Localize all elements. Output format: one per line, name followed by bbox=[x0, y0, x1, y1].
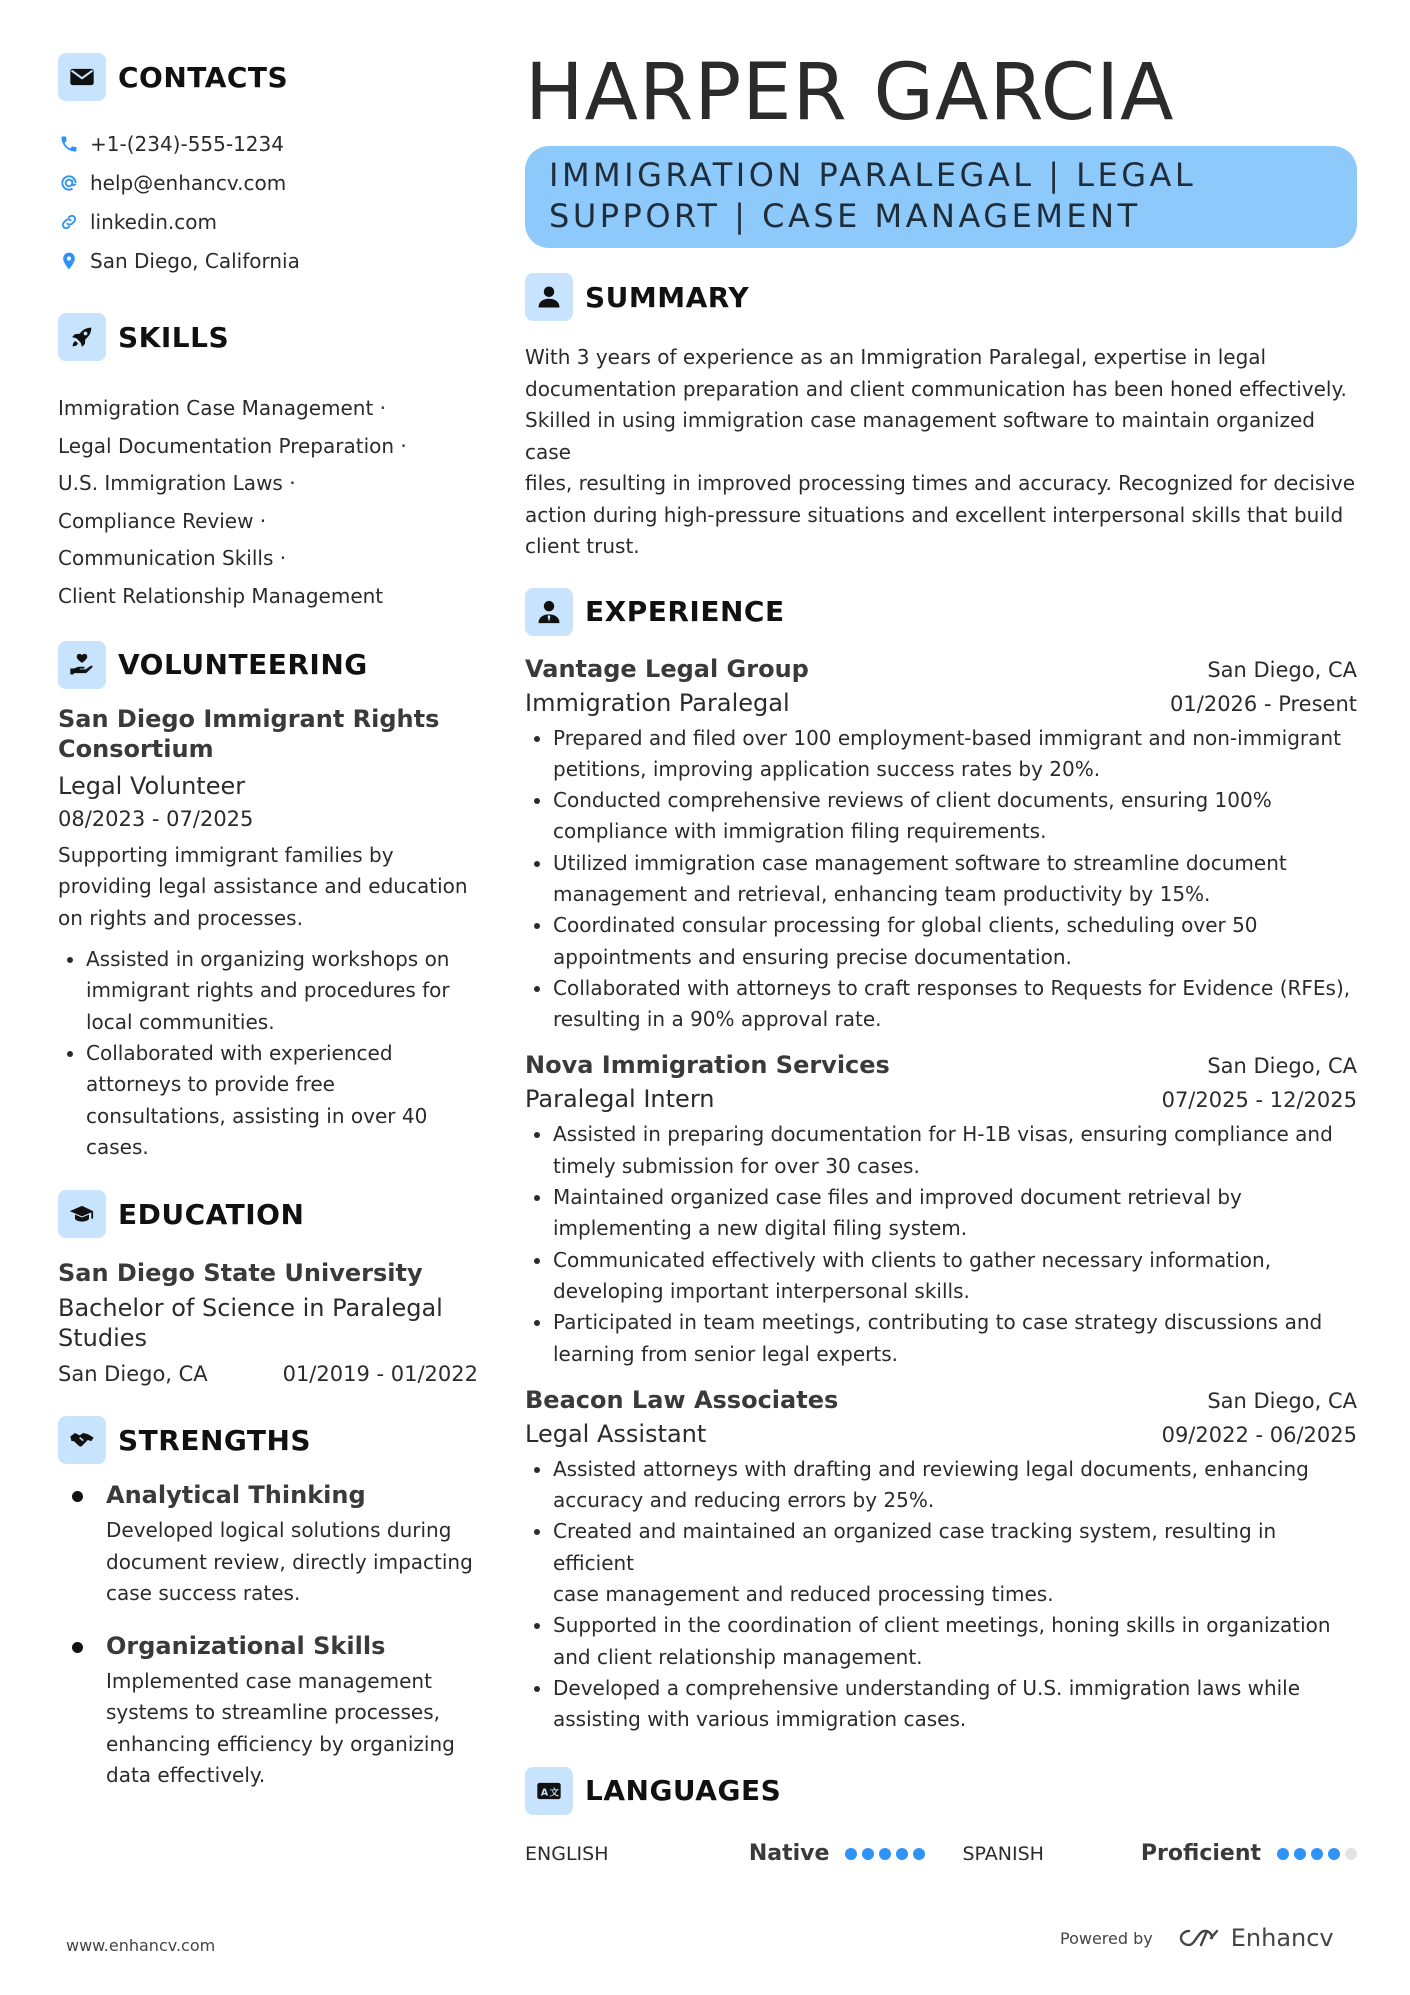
experience-entry bbox=[525, 1384, 1357, 1736]
language-rating bbox=[1277, 1848, 1357, 1860]
rating-dot-filled bbox=[862, 1848, 874, 1860]
description-line: providing legal assistance and education bbox=[58, 874, 468, 899]
handshake-icon bbox=[58, 1416, 106, 1464]
summary-text bbox=[525, 342, 1357, 563]
bullet-line: compliance with immigration filing requirements. bbox=[553, 819, 1047, 844]
language-name: SPANISH bbox=[962, 1842, 1044, 1865]
job-date: 07/2025 - 12/2025 bbox=[1161, 1088, 1357, 1113]
bullet-item bbox=[525, 1673, 1357, 1736]
job-title-banner bbox=[525, 146, 1357, 248]
languages-list bbox=[525, 1836, 1357, 1872]
volunteer-organization-line: Consortium bbox=[58, 734, 214, 763]
bullet-item bbox=[525, 1516, 1357, 1610]
bullet-line: attorneys to provide free bbox=[86, 1072, 335, 1097]
summary-line: With 3 years of experience as an Immigration Paralegal, expertise in legal bbox=[525, 345, 1267, 369]
summary-line: action during high-pressure situations and excellent interpersonal skills that build bbox=[525, 502, 1344, 527]
description-line: Developed logical solutions during bbox=[106, 1518, 452, 1543]
rating-dot-filled bbox=[896, 1848, 908, 1860]
contacts-header bbox=[58, 52, 478, 102]
bullet-line: management and retrieval, enhancing team productivity by 15%. bbox=[553, 881, 1211, 906]
job-company: Vantage Legal Group bbox=[525, 654, 809, 683]
strength-description bbox=[106, 1666, 478, 1792]
volunteering-heading: VOLUNTEERING bbox=[118, 648, 368, 682]
education-degree-line: Bachelor of Science in Paralegal bbox=[58, 1294, 443, 1323]
language-level: Native bbox=[748, 1841, 830, 1867]
languages-heading: LANGUAGES bbox=[585, 1774, 782, 1808]
job-bullets bbox=[525, 1454, 1357, 1736]
language-level: Proficient bbox=[1140, 1841, 1261, 1867]
bullet-line: Maintained organized case files and improved document retrieval by bbox=[553, 1185, 1242, 1210]
rating-dot-filled bbox=[879, 1848, 891, 1860]
education-date: 01/2019 - 01/2022 bbox=[282, 1362, 478, 1387]
bullet-line: local communities. bbox=[86, 1009, 275, 1034]
svg-text:A: A bbox=[540, 1787, 549, 1799]
bullet-line: learning from senior legal experts. bbox=[553, 1341, 898, 1366]
summary-line: files, resulting in improved processing times and accuracy. Recognized for decisive bbox=[525, 471, 1356, 495]
description-line: data effectively. bbox=[106, 1763, 266, 1788]
left-column bbox=[58, 52, 478, 1792]
description-line: Supporting immigrant families by bbox=[58, 842, 394, 867]
language-rating bbox=[845, 1848, 962, 1860]
summary-line: documentation preparation and client communication has been honed effectively. bbox=[525, 376, 1347, 401]
translate-icon bbox=[525, 1767, 573, 1815]
contact-linkedin[interactable] bbox=[58, 202, 478, 241]
strength-title: Analytical Thinking bbox=[106, 1481, 366, 1510]
rating-dot-filled bbox=[845, 1848, 857, 1860]
strength-description bbox=[106, 1515, 478, 1610]
enhancv-logo-icon bbox=[1177, 1925, 1223, 1951]
user-icon bbox=[525, 273, 573, 321]
rating-dot-filled bbox=[913, 1848, 925, 1860]
envelope-icon bbox=[58, 53, 106, 101]
skill-item: U.S. Immigration Laws · bbox=[58, 471, 296, 496]
skills-list bbox=[58, 390, 478, 616]
volunteer-bullets bbox=[58, 944, 478, 1163]
volunteer-organization-line: San Diego Immigrant Rights bbox=[58, 704, 440, 733]
bullet-item bbox=[525, 785, 1357, 848]
contacts-heading: CONTACTS bbox=[118, 60, 289, 94]
rating-dot-filled bbox=[1328, 1848, 1340, 1860]
strengths-header bbox=[58, 1415, 478, 1465]
job-company: Nova Immigration Services bbox=[525, 1051, 890, 1080]
contact-location-text: San Diego, California bbox=[90, 248, 300, 273]
volunteering-entry bbox=[58, 704, 478, 1164]
strength-item bbox=[58, 1630, 478, 1792]
education-school: San Diego State University bbox=[58, 1259, 423, 1288]
bullet-line: resulting in a 90% approval rate. bbox=[553, 1007, 882, 1032]
bullet-item bbox=[58, 1038, 478, 1163]
bullet-line: Assisted attorneys with drafting and reviewing legal documents, enhancing bbox=[553, 1456, 1309, 1481]
bullet-line: Participated in team meetings, contributing to case strategy discussions and bbox=[553, 1310, 1323, 1335]
rating-dot-empty bbox=[1345, 1848, 1357, 1860]
bullet-item bbox=[525, 910, 1357, 973]
bullet-item bbox=[525, 1119, 1357, 1182]
education-entry bbox=[58, 1257, 478, 1389]
contact-linkedin-text: linkedin.com bbox=[90, 209, 217, 234]
bullet-line: Assisted in organizing workshops on bbox=[86, 947, 450, 972]
bullet-line: assisting with various immigration cases. bbox=[553, 1707, 967, 1732]
contact-email-text: help@enhancv.com bbox=[90, 170, 287, 195]
bullet-line: Prepared and filed over 100 employment-based immigrant and non-immigrant bbox=[553, 725, 1341, 750]
location-pin-icon bbox=[58, 250, 80, 272]
bullet-line: case management and reduced processing times. bbox=[553, 1582, 1054, 1607]
rating-dot-filled bbox=[1277, 1848, 1289, 1860]
bullet-item bbox=[525, 1610, 1357, 1673]
job-company: Beacon Law Associates bbox=[525, 1385, 839, 1414]
strengths-list bbox=[58, 1479, 478, 1792]
svg-text:文: 文 bbox=[549, 1787, 559, 1799]
powered-by-text: Powered by bbox=[1060, 1928, 1153, 1948]
description-line: document review, directly impacting bbox=[106, 1549, 473, 1574]
bullet-item bbox=[525, 848, 1357, 911]
job-location: San Diego, CA bbox=[1207, 657, 1357, 682]
job-bullets bbox=[525, 1119, 1357, 1369]
bullet-line: Supported in the coordination of client meetings, honing skills in organization bbox=[553, 1613, 1331, 1638]
experience-entry bbox=[525, 1049, 1357, 1369]
bullet-line: Conducted comprehensive reviews of client documents, ensuring 100% bbox=[553, 788, 1272, 813]
volunteer-role: Legal Volunteer bbox=[58, 771, 246, 800]
bullet-line: petitions, improving application success rates by 20%. bbox=[553, 756, 1101, 781]
bullet-item bbox=[525, 1307, 1357, 1370]
experience-entry bbox=[525, 653, 1357, 1036]
job-title-line: SUPPORT | CASE MANAGEMENT bbox=[549, 197, 1141, 235]
strength-title: Organizational Skills bbox=[106, 1631, 386, 1660]
education-degree bbox=[58, 1293, 478, 1353]
summary-header bbox=[525, 272, 1357, 322]
bullet-line: Developed a comprehensive understanding of U.S. immigration laws while bbox=[553, 1675, 1301, 1700]
summary-line: Skilled in using immigration case management software to maintain organized case bbox=[525, 408, 1315, 464]
bullet-line: cases. bbox=[86, 1134, 149, 1159]
bullet-line: appointments and ensuring precise documentation. bbox=[553, 944, 1072, 969]
education-header bbox=[58, 1189, 478, 1239]
description-line: systems to streamline processes, bbox=[106, 1700, 440, 1725]
education-location: San Diego, CA bbox=[58, 1362, 208, 1387]
language-name: ENGLISH bbox=[525, 1842, 609, 1865]
bullet-line: consultations, assisting in over 40 bbox=[86, 1103, 428, 1128]
contact-phone-text: +1-(234)-555-1234 bbox=[90, 131, 284, 156]
bullet-line: Utilized immigration case management software to streamline document bbox=[553, 850, 1287, 875]
bullet-item bbox=[525, 1245, 1357, 1308]
job-date: 09/2022 - 06/2025 bbox=[1161, 1422, 1357, 1447]
candidate-name: HARPER GARCIA bbox=[525, 48, 1175, 138]
hand-heart-icon bbox=[58, 641, 106, 689]
description-line: Implemented case management bbox=[106, 1668, 432, 1693]
bullet-line: Collaborated with experienced bbox=[86, 1040, 393, 1065]
volunteer-description bbox=[58, 840, 478, 935]
bullet-line: Created and maintained an organized case tracking system, resulting in efficient bbox=[553, 1519, 1277, 1575]
graduation-cap-icon bbox=[58, 1190, 106, 1238]
contact-phone[interactable] bbox=[58, 124, 478, 163]
footer-website[interactable]: www.enhancv.com bbox=[66, 1936, 216, 1955]
job-role: Paralegal Intern bbox=[525, 1085, 715, 1114]
contact-email[interactable] bbox=[58, 163, 478, 202]
job-date: 01/2026 - Present bbox=[1170, 691, 1357, 716]
education-meta bbox=[58, 1359, 478, 1389]
bullet-line: Coordinated consular processing for global clients, scheduling over 50 bbox=[553, 913, 1258, 938]
bullet-line: Collaborated with attorneys to craft responses to Requests for Evidence (RFEs), bbox=[553, 975, 1351, 1000]
skill-item: Communication Skills · bbox=[58, 546, 287, 571]
education-heading: EDUCATION bbox=[118, 1197, 305, 1231]
bullet-line: timely submission for over 30 cases. bbox=[553, 1153, 920, 1178]
bullet-line: immigrant rights and procedures for bbox=[86, 978, 450, 1003]
bullet-item bbox=[58, 944, 478, 1038]
bullet-item bbox=[525, 723, 1357, 786]
rating-dot-filled bbox=[1311, 1848, 1323, 1860]
bullet-item bbox=[525, 1454, 1357, 1517]
bullet-line: implementing a new digital filing system. bbox=[553, 1216, 968, 1241]
languages-header bbox=[525, 1766, 1357, 1816]
volunteer-date: 08/2023 - 07/2025 bbox=[58, 806, 254, 831]
contact-list bbox=[58, 124, 478, 280]
experience-header bbox=[525, 587, 1357, 637]
bullet-line: developing important interpersonal skills. bbox=[553, 1278, 970, 1303]
job-location: San Diego, CA bbox=[1207, 1054, 1357, 1079]
education-degree-line: Studies bbox=[58, 1324, 148, 1353]
link-icon bbox=[58, 211, 80, 233]
phone-icon bbox=[58, 133, 80, 155]
bullet-line: and client relationship management. bbox=[553, 1644, 923, 1669]
volunteering-header bbox=[58, 640, 478, 690]
skills-heading: SKILLS bbox=[118, 320, 230, 354]
strengths-heading: STRENGTHS bbox=[118, 1423, 312, 1457]
job-title-line: IMMIGRATION PARALEGAL | LEGAL bbox=[549, 156, 1197, 194]
experience-heading: EXPERIENCE bbox=[585, 595, 785, 628]
skill-item: Legal Documentation Preparation · bbox=[58, 433, 407, 458]
skill-item: Compliance Review · bbox=[58, 508, 267, 533]
footer-branding bbox=[1060, 1924, 1334, 1952]
description-line: on rights and processes. bbox=[58, 905, 303, 930]
bullet-item bbox=[525, 973, 1357, 1036]
job-role: Immigration Paralegal bbox=[525, 688, 790, 717]
skill-item: Immigration Case Management · bbox=[58, 396, 387, 420]
at-icon bbox=[58, 172, 80, 194]
user-tie-icon bbox=[525, 588, 573, 636]
strength-item bbox=[58, 1479, 478, 1610]
contact-location bbox=[58, 241, 478, 280]
job-location: San Diego, CA bbox=[1207, 1388, 1357, 1413]
summary-line: client trust. bbox=[525, 534, 640, 558]
brand-logo[interactable] bbox=[1177, 1924, 1334, 1952]
skills-header bbox=[58, 312, 478, 362]
description-line: enhancing efficiency by organizing bbox=[106, 1731, 455, 1756]
job-bullets bbox=[525, 723, 1357, 1036]
bullet-line: Communicated effectively with clients to gather necessary information, bbox=[553, 1247, 1272, 1272]
volunteer-organization bbox=[58, 704, 478, 764]
brand-name: Enhancv bbox=[1230, 1924, 1334, 1952]
bullet-dot bbox=[72, 1491, 83, 1502]
bullet-line: Assisted in preparing documentation for H-1B visas, ensuring compliance and bbox=[553, 1122, 1333, 1147]
rocket-icon bbox=[58, 313, 106, 361]
summary-heading: SUMMARY bbox=[585, 280, 750, 314]
description-line: case success rates. bbox=[106, 1581, 301, 1606]
bullet-dot bbox=[72, 1642, 83, 1653]
skill-item: Client Relationship Management bbox=[58, 583, 384, 608]
bullet-item bbox=[525, 1182, 1357, 1245]
job-role: Legal Assistant bbox=[525, 1419, 707, 1448]
right-column bbox=[525, 48, 1357, 1872]
rating-dot-filled bbox=[1294, 1848, 1306, 1860]
bullet-line: accuracy and reducing errors by 25%. bbox=[553, 1488, 935, 1513]
